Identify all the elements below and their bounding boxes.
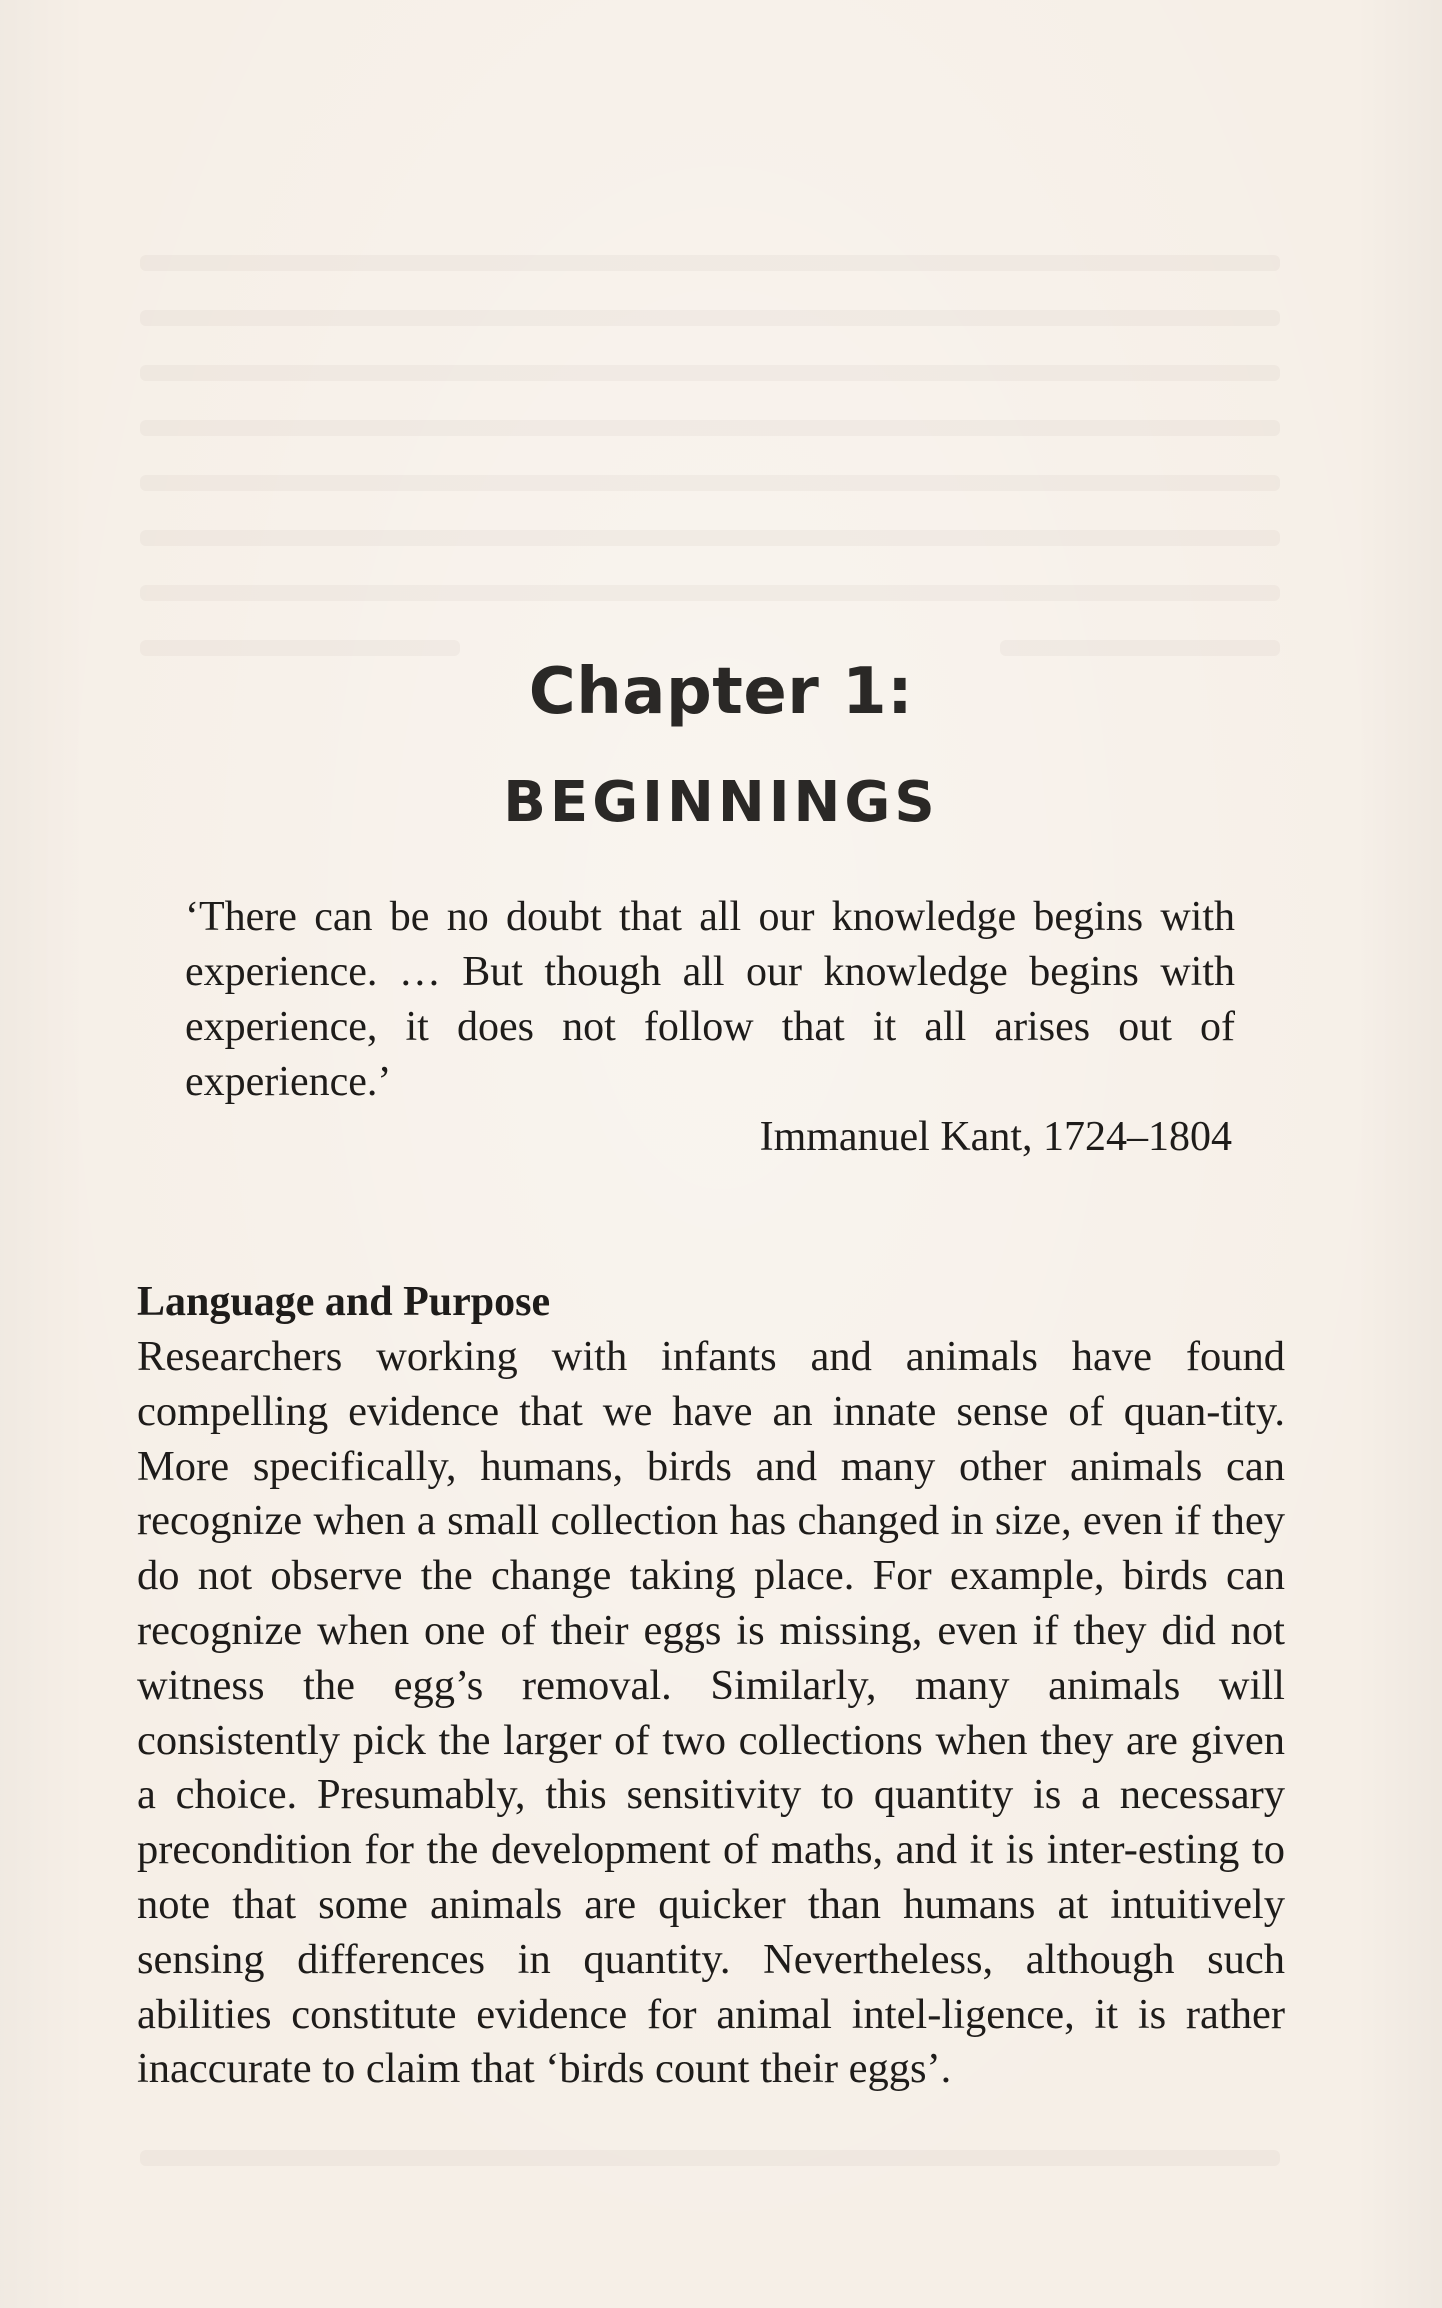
chapter-subtitle: BEGINNINGS (503, 770, 939, 835)
show-through-line (140, 585, 1280, 601)
show-through-line (140, 475, 1280, 491)
show-through-line (140, 420, 1280, 436)
show-through-line (140, 2150, 1280, 2166)
section-heading: Language and Purpose (137, 1279, 551, 1325)
show-through-line (140, 255, 1280, 271)
show-through-line (140, 530, 1280, 546)
show-through-line (140, 365, 1280, 381)
show-through-line (140, 310, 1280, 326)
epigraph-attribution: Immanuel Kant, 1724–1804 (759, 1114, 1232, 1160)
body-paragraph: Researchers working with infants and animals have found compelling evidence that we have an innate sense of quan-tity. More specifically, humans, birds and many other animals can recognize when a small collection has changed in size, even if they do not observe the change taking place. For example, birds can recognize when one of their eggs is missing, even if they did not witness the egg’s removal. Similarly, many animals will consistently pick the larger of two collections when they are given a choice. Presumably, this sensitivity to quantity is a necessary precondition for the development of maths, and it is inter-esting to note that some animals are quicker than humans at intuitively sensing differences in quantity. Nevertheless, although such abilities constitute evidence for animal intel-ligence, it is rather inaccurate to claim that ‘birds count their eggs’. (137, 1333, 1285, 2093)
epigraph-quote: ‘There can be no doubt that all our knowledge begins with experience. … But though all our knowledge begins with experience, it does not follow that it all arises out of experience.’ (185, 894, 1235, 1105)
show-through-line (1000, 640, 1280, 656)
show-through-line (140, 640, 460, 656)
chapter-title: Chapter 1: (528, 655, 914, 729)
